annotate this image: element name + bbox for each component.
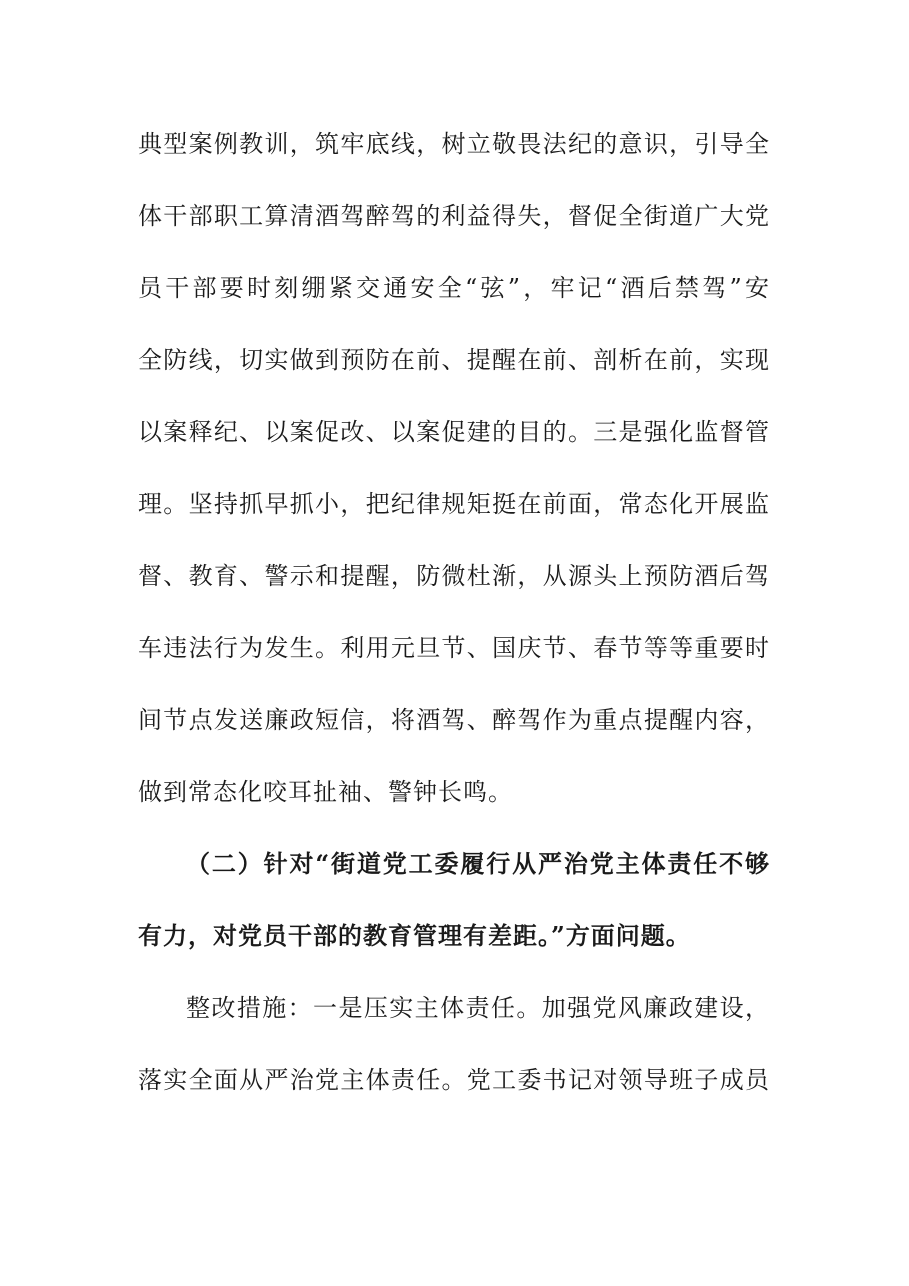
text-line: 做到常态化咬耳扯袖、警钟长鸣。 (138, 778, 513, 806)
text-line: 车违法行为发生。利用元旦节、国庆节、春节等等重要时 (138, 634, 770, 662)
text-line: 员干部要时刻绷紧交通安全“弦”，牢记“酒后禁驾”安 (138, 274, 770, 302)
section-heading (138, 838, 770, 982)
text-line: 间节点发送廉政短信，将酒驾、醉驾作为重点提醒内容， (138, 706, 770, 734)
document-body (138, 118, 770, 1126)
text-line: 体干部职工算清酒驾醉驾的利益得失，督促全街道广大党 (138, 202, 770, 230)
text-line: 理。坚持抓早抓小，把纪律规矩挺在前面，常态化开展监 (138, 490, 770, 518)
paragraph-rectification-measures (138, 982, 770, 1126)
text-line: 以案释纪、以案促改、以案促建的目的。三是强化监督管 (138, 418, 770, 446)
text-line: 全防线，切实做到预防在前、提醒在前、剖析在前，实现 (138, 346, 770, 374)
text-line: 落实全面从严治党主体责任。党工委书记对领导班子成员 (138, 1066, 770, 1094)
text-line: 整改措施：一是压实主体责任。加强党风廉政建设， (186, 994, 770, 1022)
heading-line: 有力，对党员干部的教育管理有差距。”方面问题。 (138, 921, 691, 950)
heading-line: （二）针对“街道党工委履行从严治党主体责任不够 (186, 849, 770, 878)
paragraph-anti-drunk-driving (138, 118, 770, 838)
text-line: 典型案例教训，筑牢底线，树立敬畏法纪的意识，引导全 (138, 130, 770, 158)
text-line: 督、教育、警示和提醒，防微杜渐，从源头上预防酒后驾 (138, 562, 770, 590)
